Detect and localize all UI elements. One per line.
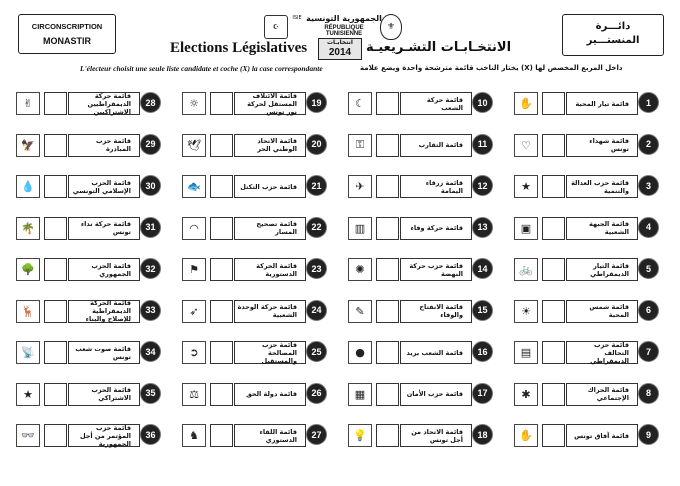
list-item: [180, 89, 328, 118]
amen-logo-icon: ▦: [348, 383, 372, 406]
list-name: قائمة حركة الشعب: [400, 92, 472, 115]
list-item: [512, 172, 660, 201]
vote-checkbox[interactable]: [376, 134, 399, 157]
list-name: قائمة الحزب الجمهوري: [68, 258, 140, 281]
list-name: قائمة الحركة الديمقراطية للإصلاح والبناء: [68, 300, 140, 323]
list-number: 7: [638, 341, 659, 362]
vote-checkbox[interactable]: [210, 92, 233, 115]
vote-checkbox[interactable]: [376, 258, 399, 281]
list-item: [512, 131, 660, 160]
vote-checkbox[interactable]: [44, 92, 67, 115]
list-item: [14, 214, 162, 243]
vote-checkbox[interactable]: [542, 341, 565, 364]
heart-icon: ♡: [514, 134, 538, 157]
list-item: [180, 421, 328, 450]
crescent-icon: ☾: [348, 92, 372, 115]
list-name: قائمة التيار الديمقراطي: [566, 258, 638, 281]
list-name: قائمة الحزب الاشتراكي: [68, 383, 140, 406]
text-logo-icon: ▤: [514, 341, 538, 364]
list-item: [14, 297, 162, 326]
list-item: [346, 380, 494, 409]
vote-checkbox[interactable]: [376, 383, 399, 406]
vote-checkbox[interactable]: [210, 134, 233, 157]
arrow-circle-icon: ➲: [182, 341, 206, 364]
vote-checkbox[interactable]: [210, 341, 233, 364]
horse-icon: ♞: [182, 424, 206, 447]
list-name: قائمة الائتلاف المستقل لحركة نور تونس: [234, 92, 306, 115]
list-item: [14, 131, 162, 160]
list-item: [346, 421, 494, 450]
vote-checkbox[interactable]: [376, 217, 399, 240]
list-number: 2: [638, 134, 659, 155]
vote-checkbox[interactable]: [210, 217, 233, 240]
list-name: قائمة حزب حركة النهضة: [400, 258, 472, 281]
list-name: قائمة حركة وفاء: [400, 217, 472, 240]
list-item: [180, 131, 328, 160]
vote-checkbox[interactable]: [44, 383, 67, 406]
isie-label: ISIE: [292, 15, 302, 21]
vote-checkbox[interactable]: [44, 134, 67, 157]
key-icon: ⚿: [348, 134, 372, 157]
list-number: 34: [140, 341, 161, 362]
list-item: [512, 421, 660, 450]
wafa-logo-icon: ▥: [348, 217, 372, 240]
list-name: قائمة حزب المؤتمر من أجل الجمهورية: [68, 424, 140, 447]
list-item: [346, 131, 494, 160]
daira-label: دائـــرة: [595, 21, 631, 32]
election-title-ar: الانتخـابـات التشـريعيـة: [366, 40, 512, 55]
star-icon: ★: [514, 175, 538, 198]
eagle-icon: 🦅: [16, 134, 40, 157]
list-name: قائمة حزب التحالف الديمقراطي: [566, 341, 638, 364]
list-name: قائمة تيار المحبة: [566, 92, 638, 115]
fist-icon: ●: [348, 341, 372, 364]
list-number: 31: [140, 217, 161, 238]
list-item: [180, 338, 328, 367]
hand-palm-icon: ✋: [514, 424, 538, 447]
circonscription-name: MONASTIR: [43, 36, 91, 46]
year-badge-year: 2014: [328, 47, 352, 58]
hand-icon: ✋: [514, 92, 538, 115]
vote-checkbox[interactable]: [542, 300, 565, 323]
list-name: قائمة حزب المبادرة: [68, 134, 140, 157]
sun-icon: ☀: [514, 300, 538, 323]
vote-checkbox[interactable]: [542, 217, 565, 240]
list-name: قائمة الانفتاح والوفاء: [400, 300, 472, 323]
list-name: قائمة حزب الأمان: [400, 383, 472, 406]
list-number: 10: [472, 92, 493, 113]
year-badge: [318, 38, 362, 60]
list-number: 22: [306, 217, 327, 238]
list-number: 11: [472, 134, 493, 155]
list-number: 32: [140, 258, 161, 279]
list-name: قائمة الحركة الدستورية: [234, 258, 306, 281]
election-title-fr: Elections Législatives: [170, 40, 308, 56]
circonscription-label: CIRCONSCRIPTION: [31, 22, 103, 31]
list-name: قائمة الحزب الإسلامي التونسي: [68, 175, 140, 198]
list-number: 13: [472, 217, 493, 238]
glasses-icon: 👓: [16, 424, 40, 447]
list-item: [14, 172, 162, 201]
vote-checkbox[interactable]: [44, 341, 67, 364]
circonscription-box: [18, 14, 116, 54]
list-number: 19: [306, 92, 327, 113]
lightbulb-icon: 💡: [348, 424, 372, 447]
list-number: 9: [638, 424, 659, 445]
vote-checkbox[interactable]: [44, 424, 67, 447]
tunisia-flag-icon: ☪: [264, 15, 288, 39]
list-number: 14: [472, 258, 493, 279]
arrows-icon: ➶: [182, 300, 206, 323]
vote-checkbox[interactable]: [542, 258, 565, 281]
daira-box: [562, 14, 664, 56]
hand-dove-icon: ✌: [16, 92, 40, 115]
list-item: [346, 172, 494, 201]
vote-checkbox[interactable]: [542, 175, 565, 198]
vote-checkbox[interactable]: [44, 300, 67, 323]
list-item: [14, 338, 162, 367]
vote-checkbox[interactable]: [376, 424, 399, 447]
vote-checkbox[interactable]: [210, 175, 233, 198]
list-number: 17: [472, 383, 493, 404]
star-bold-icon: ★: [16, 383, 40, 406]
list-number: 29: [140, 134, 161, 155]
list-number: 26: [306, 383, 327, 404]
list-item: [346, 214, 494, 243]
list-name: قائمة شهداء تونس: [566, 134, 638, 157]
flag-icon: ⚑: [182, 258, 206, 281]
list-name: قائمة شمس المحبة: [566, 300, 638, 323]
list-number: 24: [306, 300, 327, 321]
list-item: [180, 172, 328, 201]
list-number: 18: [472, 424, 493, 445]
list-number: 30: [140, 175, 161, 196]
vote-checkbox[interactable]: [210, 383, 233, 406]
list-item: [512, 297, 660, 326]
vote-checkbox[interactable]: [210, 258, 233, 281]
fish-icon: 🐟: [182, 175, 206, 198]
list-name: قائمة آفاق تونس: [566, 424, 638, 447]
list-number: 33: [140, 300, 161, 321]
list-item: [346, 89, 494, 118]
list-number: 28: [140, 92, 161, 113]
list-item: [512, 255, 660, 284]
list-item: [512, 89, 660, 118]
drop-icon: 💧: [16, 175, 40, 198]
instruction-ar: يختار الناخب قائمة مترشحة واحدة ويضع علامة (X) داخل المربع المخصص لها: [360, 64, 623, 72]
list-item: [346, 338, 494, 367]
vote-checkbox[interactable]: [542, 134, 565, 157]
list-item: [512, 338, 660, 367]
list-item: [14, 380, 162, 409]
list-number: 21: [306, 175, 327, 196]
palm-tree-icon: 🌴: [16, 217, 40, 240]
list-name: قائمة حركة الديمقراطيين الاشتراكيين: [68, 92, 140, 115]
bicycle-icon: 🚲: [514, 258, 538, 281]
list-name: قائمة الشعب يريد: [400, 341, 472, 364]
list-number: 27: [306, 424, 327, 445]
vote-checkbox[interactable]: [542, 424, 565, 447]
scales-icon: ⚖: [182, 383, 206, 406]
dove-icon: 🕊: [182, 134, 206, 157]
vote-checkbox[interactable]: [376, 175, 399, 198]
eye-icon: ◠: [182, 217, 206, 240]
list-item: [346, 297, 494, 326]
list-name: قائمة دولة الحق: [234, 383, 306, 406]
vote-checkbox[interactable]: [376, 341, 399, 364]
list-name: قائمة الاتحاد الوطني الحر: [234, 134, 306, 157]
list-item: [14, 255, 162, 284]
list-name: قائمة حركة نداء تونس: [68, 217, 140, 240]
bird-icon: ✈: [348, 175, 372, 198]
year-badge-ar: انتخابـات: [327, 39, 353, 46]
list-item: [14, 89, 162, 118]
list-number: 4: [638, 217, 659, 238]
list-name: قائمة الحراك الإجتماعي: [566, 383, 638, 406]
list-name: قائمة الجبهة الشعبية: [566, 217, 638, 240]
isie-logo: [290, 15, 304, 37]
tree-icon: 🌳: [16, 258, 40, 281]
vote-checkbox[interactable]: [376, 92, 399, 115]
list-number: 15: [472, 300, 493, 321]
sunrise-icon: ☼: [182, 92, 206, 115]
list-name: قائمة حزب التكتل: [234, 175, 306, 198]
list-number: 6: [638, 300, 659, 321]
front-logo-icon: ▣: [514, 217, 538, 240]
list-item: [346, 255, 494, 284]
coat-of-arms-icon: ⚜: [380, 14, 402, 40]
vote-checkbox[interactable]: [542, 383, 565, 406]
republic-title-ar: الجمهورية التونسية: [306, 14, 382, 23]
daira-name: المنستـــير: [586, 35, 640, 46]
pen-icon: ✎: [348, 300, 372, 323]
list-number: 20: [306, 134, 327, 155]
list-item: [180, 214, 328, 243]
list-name: قائمة حركة الوحدة الشعبية: [234, 300, 306, 323]
list-number: 25: [306, 341, 327, 362]
list-item: [180, 297, 328, 326]
list-number: 35: [140, 383, 161, 404]
vote-checkbox[interactable]: [210, 300, 233, 323]
list-item: [512, 214, 660, 243]
list-name: قائمة زرقاء اليمامة: [400, 175, 472, 198]
vote-checkbox[interactable]: [44, 175, 67, 198]
vote-checkbox[interactable]: [44, 258, 67, 281]
list-item: [180, 380, 328, 409]
list-item: [512, 380, 660, 409]
list-name: قائمة الاتحاد من أجل تونس: [400, 424, 472, 447]
vote-checkbox[interactable]: [44, 217, 67, 240]
ennahdha-logo-icon: ✺: [348, 258, 372, 281]
list-name: قائمة التقارب: [400, 134, 472, 157]
list-item: [14, 421, 162, 450]
list-name: قائمة صوت شعب تونس: [68, 341, 140, 364]
vote-checkbox[interactable]: [210, 424, 233, 447]
satellite-icon: 📡: [16, 341, 40, 364]
list-number: 3: [638, 175, 659, 196]
list-item: [180, 255, 328, 284]
list-number: 5: [638, 258, 659, 279]
instruction-fr: L'électeur choisit une seule liste candidate et coche (X) la case correspondante: [80, 64, 323, 73]
list-name: قائمة اللقاء الدستوري: [234, 424, 306, 447]
republic-title-fr: RÉPUBLIQUE TUNISIENNE: [324, 25, 364, 37]
list-name: قائمة حزب العدالة والتنمية: [566, 175, 638, 198]
list-number: 12: [472, 175, 493, 196]
spark-icon: ✱: [514, 383, 538, 406]
list-number: 16: [472, 341, 493, 362]
list-number: 23: [306, 258, 327, 279]
vote-checkbox[interactable]: [542, 92, 565, 115]
list-number: 8: [638, 383, 659, 404]
vote-checkbox[interactable]: [376, 300, 399, 323]
list-name: قائمة تصحيح المسار: [234, 217, 306, 240]
list-number: 36: [140, 424, 161, 445]
list-number: 1: [638, 92, 659, 113]
list-name: قائمة حزب المصالحة والمستقبل: [234, 341, 306, 364]
deer-icon: 🦌: [16, 300, 40, 323]
